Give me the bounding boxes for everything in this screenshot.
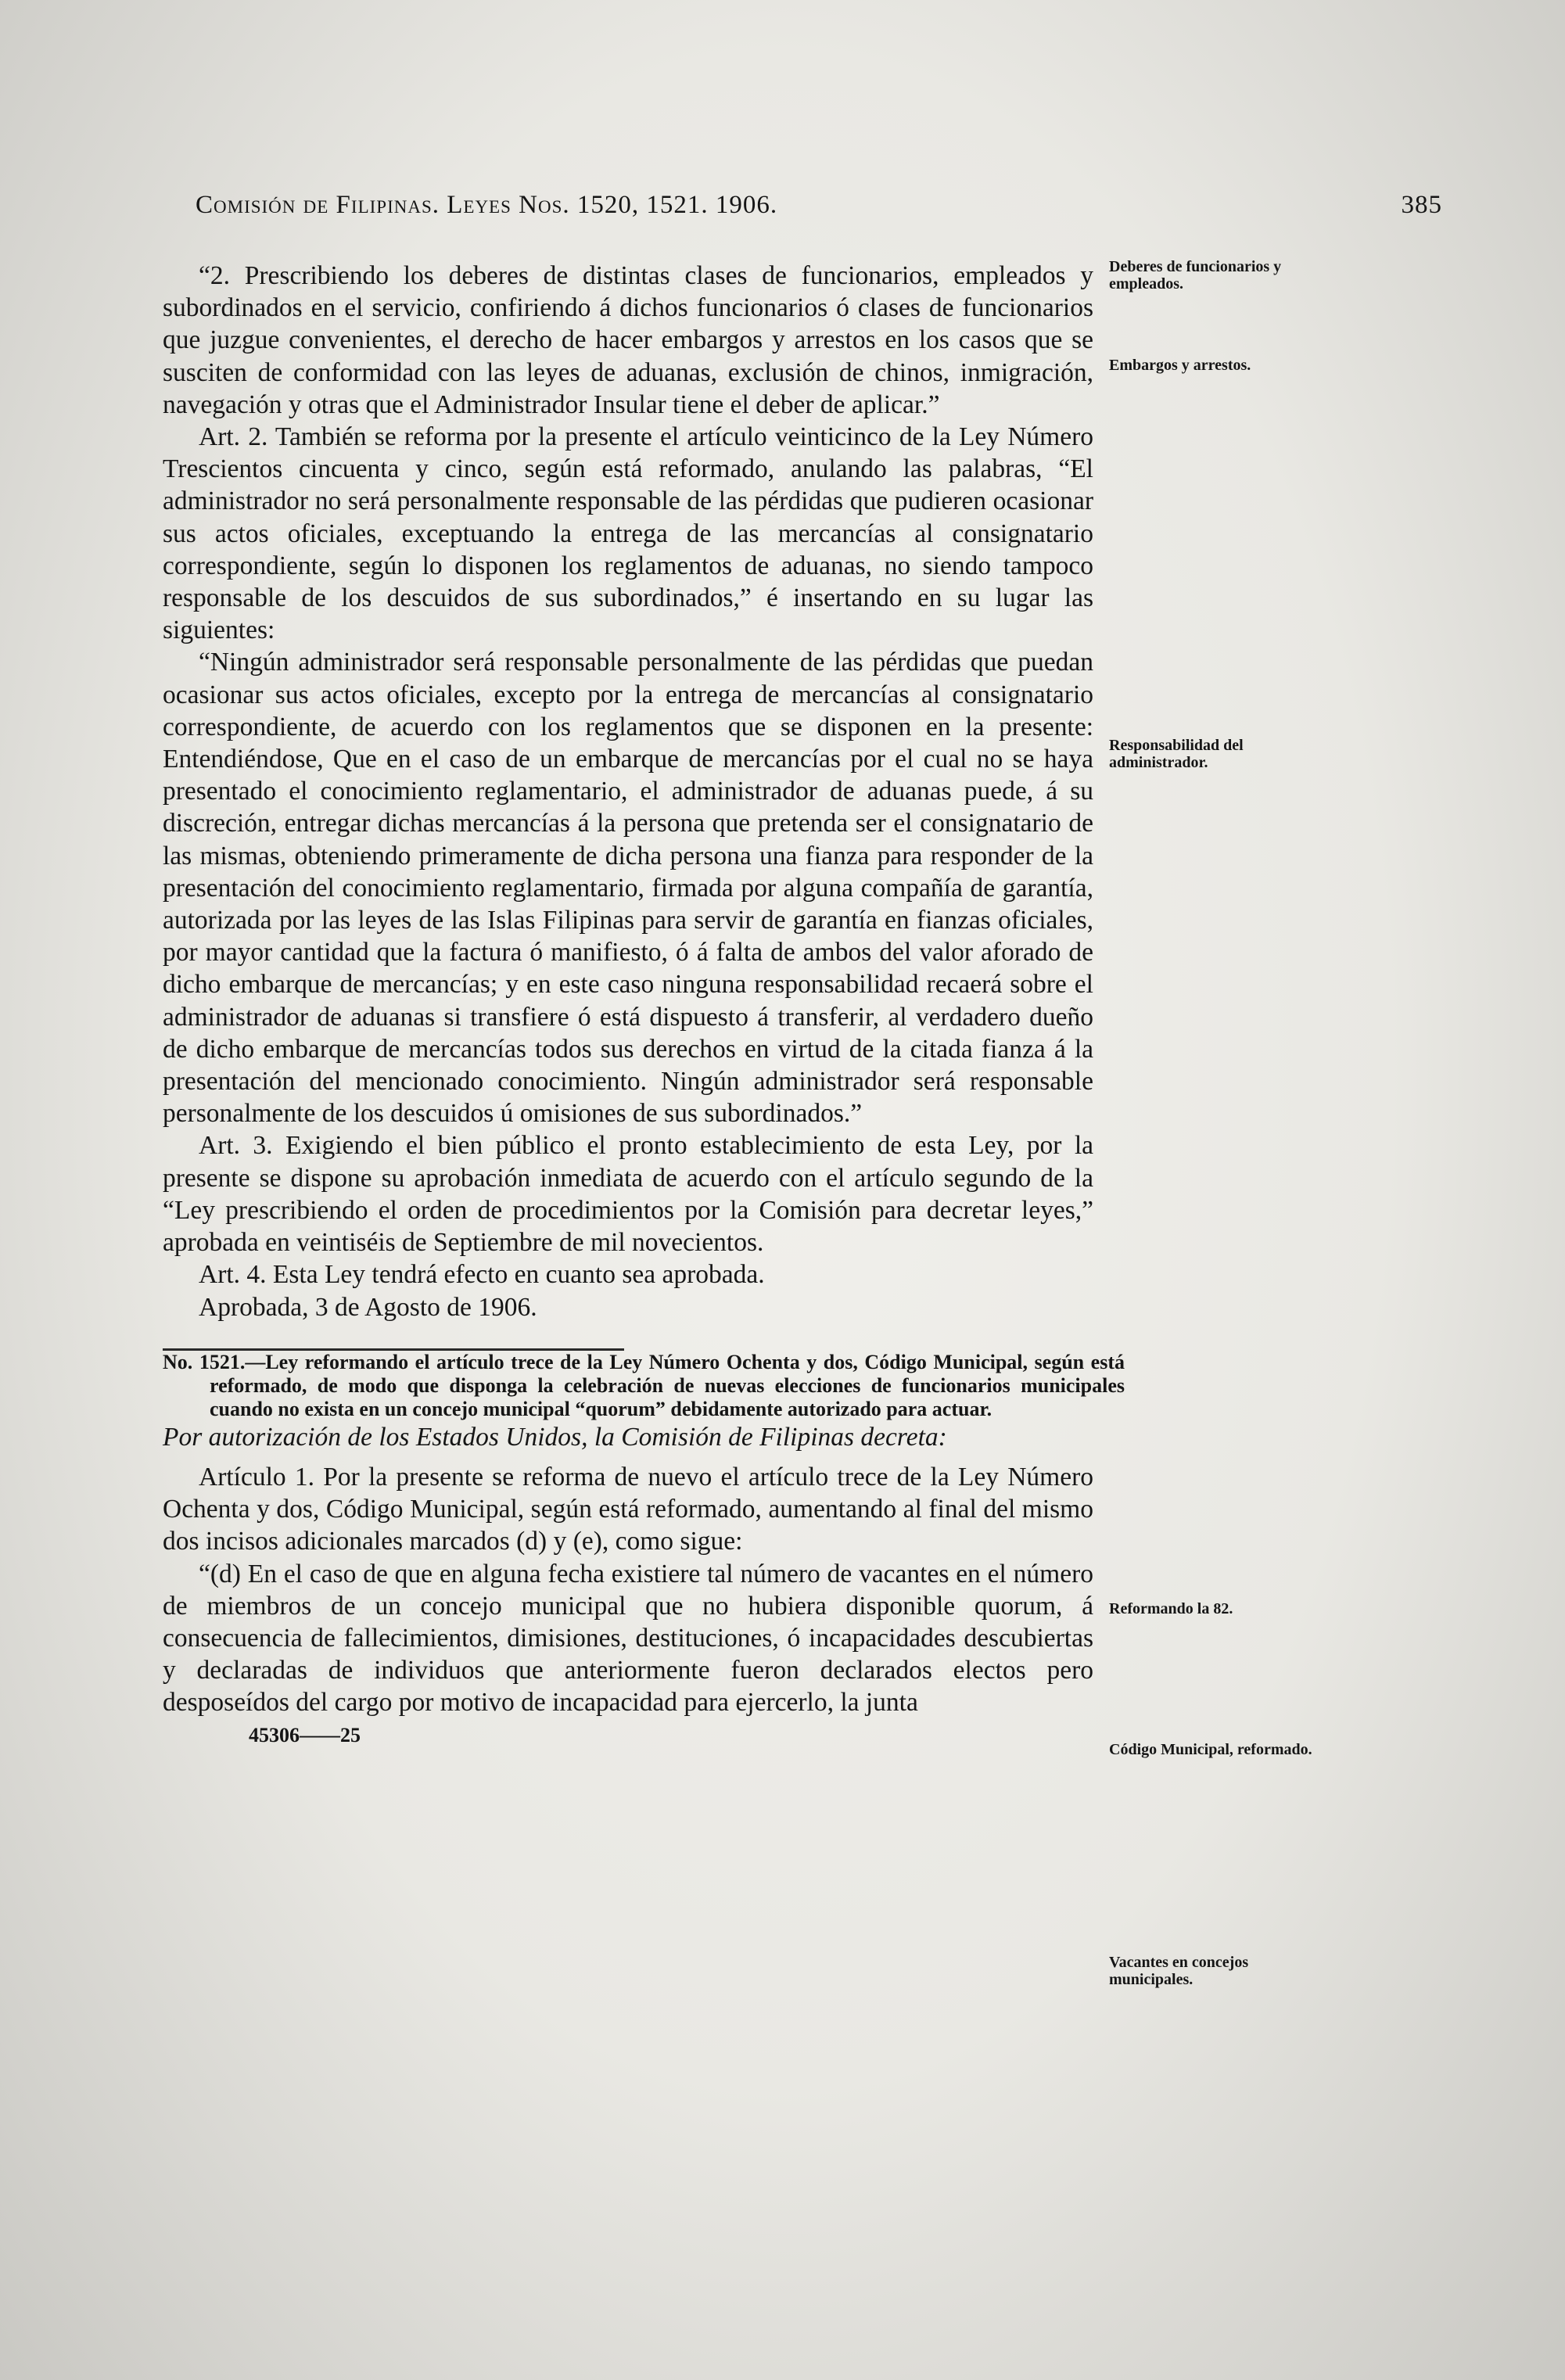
page-number: 385 xyxy=(1401,191,1442,219)
paragraph: “(d) En el caso de que en alguna fecha existiere tal número de vacantes en el número de miembros de un concejo municipal que no hubiera disponible quorum, á consecuencia de fallecimientos, dimisiones, destituciones, ó incapacidades descubiertas y declaradas de individuos que anteriormente fueron declarados electos pero desposeídos del cargo por motivo de incapacidad para ejercerlo, la junta xyxy=(163,1559,1093,1718)
decree-formula: Por autorización de los Estados Unidos, la Comisión de Filipinas decreta: xyxy=(163,1422,947,1452)
paragraph: “Ningún administrador será responsable personalmente de las pérdidas que puedan ocasionar sus actos oficiales, excepto por la entrega de mercancías al consignatario correspondiente, de acuerdo con los reglamentos que se disponen en la presente: Entendiéndose, Que en el caso de un embarque de mercancías por el cual no se haya presentado el conocimiento reglamentario, el administrador de aduanas puede, á su discreción, entregar dichas mercancías á la persona que pretenda ser el consignatario de las mismas, obteniendo primeramente de dicha persona una fianza para responder de la presentación del conocimiento reglamentario, firmada por alguna compañía de garantía, autorizada por las leyes de las Islas Filipinas para servir de garantía en fianzas oficiales, por mayor cantidad que la factura ó manifiesto, ó á falta de ambos del valor aforado de dicho embarque de mercancías; y en este caso ninguna responsabilidad recaerá sobre el administrador de aduanas si transfiere ó está dispuesto á transferir, al verdadero dueño de dicho embarque de mercancías todos sus derechos en virtud de la citada fianza á la presentación del mencionado conocimiento. Ningún administrador será responsable personalmente de los descuidos ú omisiones de sus subordinados.” xyxy=(163,648,1093,1129)
law-number: No. 1521. xyxy=(163,1350,246,1373)
margin-note: Vacantes en concejos municipales. xyxy=(1109,1954,1249,1988)
margin-note: Embargos y arrestos. xyxy=(1109,357,1251,374)
paragraph: Art. 3. Exigiendo el bien público el pronto establecimiento de esta Ley, por la presente se dispone su aprobación inmediata de acuerdo con el artículo segundo de la “Ley prescribiendo el orden de procedimientos por la Comisión para decretar leyes,” aprobada en veintiséis de Septiembre de mil novecientos. xyxy=(163,1131,1093,1258)
page-header xyxy=(196,191,1442,220)
paragraph: Artículo 1. Por la presente se reforma de nuevo el artículo trece de la Ley Número Ochenta y dos, Código Municipal, según está reformado, aumentando al final del mismo dos incisos adicionales marcados (d) y (e), como sigue: xyxy=(163,1462,1093,1556)
running-head: Comisión de Filipinas. Leyes Nos. 1520, 1521. 1906. xyxy=(196,191,778,219)
margin-note: Deberes de funcionarios y empleados. xyxy=(1109,258,1282,293)
margin-note: Responsabilidad del administrador. xyxy=(1109,737,1244,771)
signature-mark: 45306——25 xyxy=(249,1723,361,1746)
main-text xyxy=(163,260,1125,1751)
law-title-text: —Ley reformando el artículo trece de la Ley Número Ochenta y dos, Código Municipal, según está reformado, de modo que disponga la celebración de nuevas elecciones de funcionarios municipales cuando no exista en un concejo municipal “quorum” debidamente autorizado para actuar. xyxy=(210,1350,1125,1420)
paragraph: Art. 2. También se reforma por la presente el artículo veinticinco de la Ley Número Trescientos cincuenta y cinco, según está reformado, anulando las palabras, “El administrador no será personalmente responsable de las pérdidas que pudieren ocasionar sus actos oficiales, exceptuando la entrega de las mercancías al consignatario correspondiente, según lo disponen los reglamentos de aduanas, no siendo tampoco responsable de los descuidos de sus subordinados,” é insertando en su lugar las siguientes: xyxy=(163,422,1093,645)
margin-note: Código Municipal, reformado. xyxy=(1109,1741,1312,1758)
paragraph: Art. 4. Esta Ley tendrá efecto en cuanto sea aprobada. xyxy=(199,1260,765,1290)
approval-date: Aprobada, 3 de Agosto de 1906. xyxy=(199,1292,537,1322)
margin-note: Reformando la 82. xyxy=(1109,1600,1233,1617)
law-title xyxy=(163,1351,1125,1421)
paragraph: “2. Prescribiendo los deberes de distintas clases de funcionarios, empleados y subordinados en el servicio, confiriendo á dichos funcionarios ó clases de funcionarios que juzgue convenientes, el derecho de hacer embargos y arrestos en los casos que se susciten de conformidad con las leyes de aduanas, exclusión de chinos, inmigración, navegación y otras que el Administrador Insular tiene el deber de aplicar.” xyxy=(163,261,1093,419)
